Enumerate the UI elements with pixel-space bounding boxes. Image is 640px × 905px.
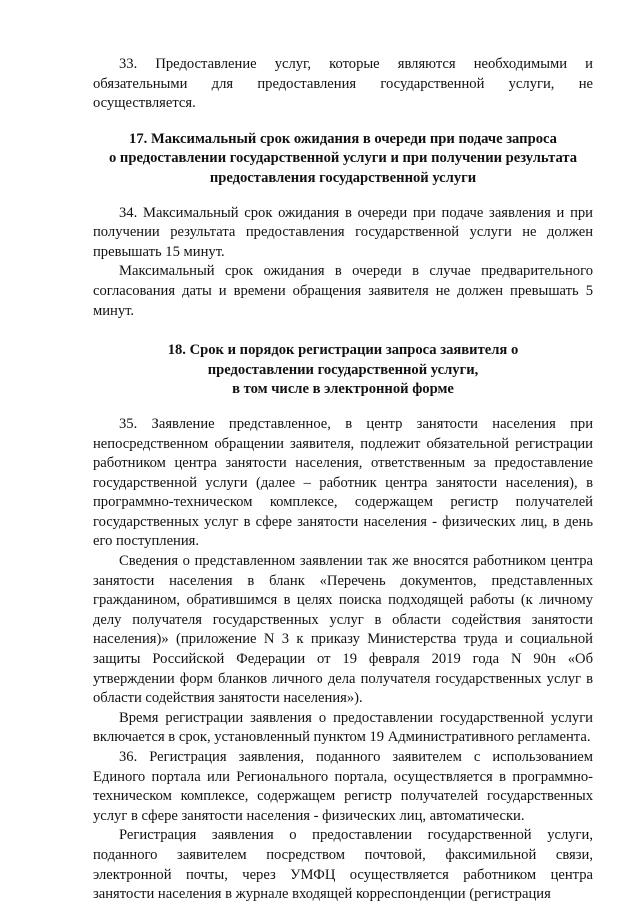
section-18-heading-line: 18. Срок и порядок регистрации запроса заявителя о — [167, 342, 519, 359]
section-17-heading — [93, 130, 593, 189]
section-18-heading-line: предоставлении государственной услуги, — [207, 361, 479, 378]
section-17-heading-line: предоставления государственной услуги — [209, 169, 477, 186]
section-17-heading-line: о предоставлении государственной услуги и при получении результата — [108, 150, 578, 167]
paragraph-33: 33. Предоставление услуг, которые являются необходимыми и обязательными для предоставления государственной услуги, не осуществляется. — [93, 56, 593, 112]
paragraph-34-continued: Максимальный срок ожидания в очереди в случае предварительного согласования даты и времени обращения заявителя не должен превышать 5 минут. — [93, 263, 593, 319]
paragraph-35: 35. Заявление представленное, в центр занятости населения при непосредственном обращении заявителя, подлежит обязательной регистрации работником центра занятости населения, ответственным за предоставление государственной услуги (далее – работник центра занятости населения), в программно-техническом комплексе, содержащем регистр получателей государственных услуг в сфере занятости населения - физических лиц, в день его поступления. — [93, 415, 593, 550]
paragraph-36: 36. Регистрация заявления, поданного заявителем с использованием Единого портала или Регионального портала, осуществляется в программно-техническом комплексе, содержащем регистр получателей государственных услуг в сфере занятости населения - физических лиц, автоматически. — [93, 749, 593, 824]
section-18-heading — [93, 341, 593, 400]
paragraph-36-continued: Регистрация заявления о предоставлении государственной услуги, поданного заявителем посредством почтовой, факсимильной связи, электронной почты, через УМФЦ осуществляется работником центра занятости населения в журнале входящей корреспонденции (регистрация — [93, 827, 593, 903]
document-page — [93, 55, 593, 905]
paragraph-35-details: Сведения о представленном заявлении так же вносятся работником центра занятости населения в бланк «Перечень документов, представленных гражданином, обратившимся в целях поиска подходящей работы (к личному делу получателя государственных услуг в области содействия занятости населения)» (приложение N 3 к приказу Министерства труда и социальной защиты Российской Федерации от 19 февраля 2019 года N 90н «Об утверждении форм бланков личного дела получателя государственных услуг в области содействия занятости населения»). — [93, 553, 593, 707]
section-18-heading-line: в том числе в электронной форме — [232, 381, 454, 398]
paragraph-34: 34. Максимальный срок ожидания в очереди при подаче заявления и при получении результата предоставления государственной услуги не должен превышать 15 минут. — [93, 204, 593, 260]
section-17-heading-line: 17. Максимальный срок ожидания в очереди при подаче запроса — [129, 130, 557, 147]
paragraph-35-time: Время регистрации заявления о предоставлении государственной услуги включается в срок, установленный пунктом 19 Административного регламента. — [93, 709, 593, 746]
